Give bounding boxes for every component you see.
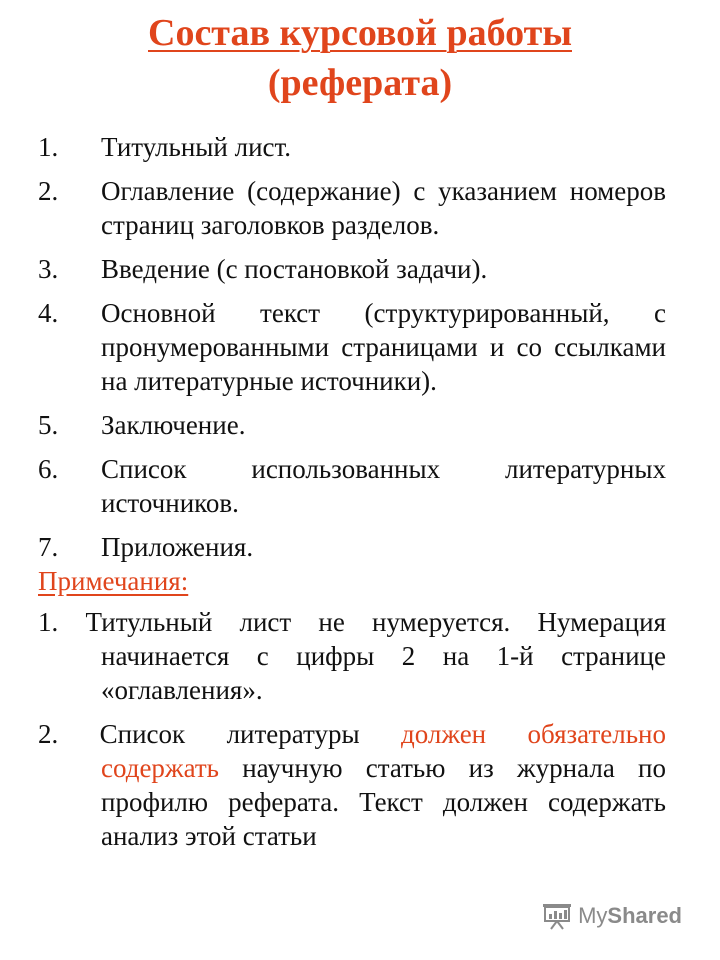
item-text: Заключение. [101, 410, 246, 440]
item-text: Список использованных литературных источников. [101, 454, 666, 518]
myshared-watermark [542, 902, 682, 930]
title-line-1: Состав курсовой работы [148, 12, 572, 54]
item-text: Введение (с постановкой задачи). [101, 254, 488, 284]
list-item [38, 452, 666, 520]
item-text: Приложения. [101, 532, 254, 562]
presentation-icon [542, 902, 572, 930]
item-number: 7. [38, 532, 59, 562]
list-item [38, 174, 666, 242]
list-item [38, 408, 666, 442]
item-text: Титульный лист. [101, 132, 292, 162]
list-item [38, 130, 666, 164]
slide-title [0, 8, 720, 108]
note-1-first-line: 1. Титульный лист не нумеруется. Нумерация [38, 607, 666, 637]
item-number: 2. [38, 176, 59, 206]
title-line-2: (реферата) [267, 62, 453, 104]
item-number: 4. [38, 298, 59, 328]
item-number: 3. [38, 254, 59, 284]
list-item [38, 252, 666, 286]
watermark-text: MyShared [578, 903, 682, 928]
list-item [38, 296, 666, 398]
note-1 [38, 605, 666, 707]
item-number: 5. [38, 410, 59, 440]
item-text: Основной текст (структурированный, с пронумерованными страницами и со ссылками на литературные источники). [101, 298, 666, 396]
notes-heading: Примечания: [38, 566, 189, 596]
note-2-highlight-1: должен обязательно [401, 719, 666, 749]
item-text: Оглавление (содержание) с указанием номеров страниц заголовков разделов. [101, 176, 666, 240]
item-number: 6. [38, 454, 59, 484]
item-number: 1. [38, 132, 59, 162]
note-2-highlight-2: содержать [101, 753, 219, 783]
note-2-continuation [101, 751, 666, 853]
note-2-rest: научную статью из журнала по профилю реферата. Текст должен содержать анализ этой статьи [101, 753, 666, 851]
note-2-prefix: 2. Список литературы [38, 719, 402, 749]
structure-list [38, 130, 666, 574]
note-1-continuation: начинается с цифры 2 на 1-й странице «оглавления». [101, 641, 666, 705]
list-item [38, 530, 666, 564]
note-2 [38, 717, 666, 853]
note-2-first-line [38, 717, 666, 751]
